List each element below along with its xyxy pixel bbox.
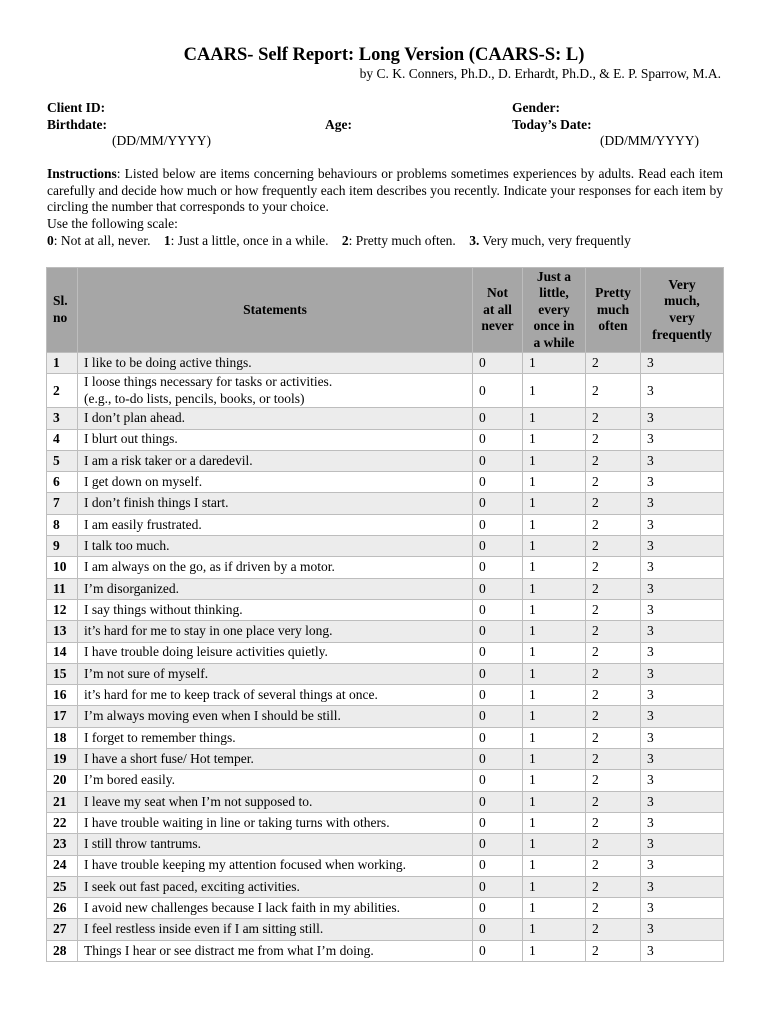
todays-date-format-hint: (DD/MM/YYYY): [600, 133, 699, 148]
table-row: [47, 727, 724, 748]
item-statement: I’m not sure of myself.: [78, 663, 473, 684]
item-number: 24: [47, 855, 78, 876]
table-row: [47, 940, 724, 961]
response-3[interactable]: 3: [641, 770, 724, 791]
response-1[interactable]: 1: [523, 834, 586, 855]
table-row: [47, 855, 724, 876]
response-3[interactable]: 3: [641, 940, 724, 961]
response-2[interactable]: 2: [586, 812, 641, 833]
item-statement: I talk too much.: [78, 536, 473, 557]
table-row: [47, 834, 724, 855]
authors-line: by C. K. Conners, Ph.D., D. Erhardt, Ph.D., & E. P. Sparrow, M.A.: [359, 66, 721, 81]
response-1[interactable]: 1: [523, 940, 586, 961]
table-row: [47, 536, 724, 557]
item-number: 11: [47, 578, 78, 599]
response-1[interactable]: 1: [523, 663, 586, 684]
response-2[interactable]: 2: [586, 536, 641, 557]
item-statement: I have trouble doing leisure activities quietly.: [78, 642, 473, 663]
table-row: [47, 514, 724, 535]
response-3[interactable]: 3: [641, 472, 724, 493]
response-2[interactable]: 2: [586, 749, 641, 770]
response-0[interactable]: 0: [473, 706, 523, 727]
item-statement: I have a short fuse/ Hot temper.: [78, 749, 473, 770]
response-3[interactable]: 3: [641, 557, 724, 578]
not-at-all-header: Not at all never: [473, 268, 523, 353]
table-row: [47, 429, 724, 450]
response-0[interactable]: 0: [473, 940, 523, 961]
response-2[interactable]: 2: [586, 374, 641, 408]
gender-label: Gender:: [512, 100, 560, 115]
response-0[interactable]: 0: [473, 599, 523, 620]
response-3[interactable]: 3: [641, 812, 724, 833]
response-3[interactable]: 3: [641, 374, 724, 408]
table-row: [47, 770, 724, 791]
response-3[interactable]: 3: [641, 834, 724, 855]
item-statement: I have trouble keeping my attention focused when working.: [78, 855, 473, 876]
scale-3-text: Very much, very frequently: [479, 233, 631, 248]
table-row: [47, 472, 724, 493]
response-0[interactable]: 0: [473, 727, 523, 748]
response-2[interactable]: 2: [586, 834, 641, 855]
response-3[interactable]: 3: [641, 749, 724, 770]
table-row: [47, 898, 724, 919]
response-3[interactable]: 3: [641, 919, 724, 940]
response-2[interactable]: 2: [586, 706, 641, 727]
table-row: [47, 408, 724, 429]
item-statement: I avoid new challenges because I lack faith in my abilities.: [78, 898, 473, 919]
response-1[interactable]: 1: [523, 855, 586, 876]
table-row: [47, 749, 724, 770]
table-row: [47, 642, 724, 663]
table-row: [47, 919, 724, 940]
table-row: [47, 663, 724, 684]
response-0[interactable]: 0: [473, 876, 523, 897]
response-0[interactable]: 0: [473, 812, 523, 833]
table-row: [47, 599, 724, 620]
scale-3-number: 3.: [469, 233, 480, 248]
table-row: [47, 557, 724, 578]
response-0[interactable]: 0: [473, 408, 523, 429]
item-number: 19: [47, 749, 78, 770]
item-statement: I seek out fast paced, exciting activities.: [78, 876, 473, 897]
response-3[interactable]: 3: [641, 514, 724, 535]
client-id-label: Client ID:: [47, 100, 106, 115]
response-1[interactable]: 1: [523, 353, 586, 374]
response-3[interactable]: 3: [641, 578, 724, 599]
response-1[interactable]: 1: [523, 599, 586, 620]
response-2[interactable]: 2: [586, 770, 641, 791]
item-number: 28: [47, 940, 78, 961]
item-statement: I am easily frustrated.: [78, 514, 473, 535]
response-3[interactable]: 3: [641, 599, 724, 620]
response-2[interactable]: 2: [586, 472, 641, 493]
item-statement: it’s hard for me to stay in one place very long.: [78, 621, 473, 642]
table-header-row: [47, 268, 724, 353]
response-0[interactable]: 0: [473, 557, 523, 578]
scale-0-text: : Not at all, never.: [53, 233, 151, 248]
response-3[interactable]: 3: [641, 898, 724, 919]
response-3[interactable]: 3: [641, 791, 724, 812]
response-2[interactable]: 2: [586, 557, 641, 578]
sl-no-header: Sl. no: [47, 268, 78, 353]
item-statement: I like to be doing active things.: [78, 353, 473, 374]
birthdate-format-hint: (DD/MM/YYYY): [112, 133, 211, 148]
item-statement: I feel restless inside even if I am sitting still.: [78, 919, 473, 940]
table-row: [47, 791, 724, 812]
item-number: 21: [47, 791, 78, 812]
response-0[interactable]: 0: [473, 749, 523, 770]
response-2[interactable]: 2: [586, 663, 641, 684]
response-2[interactable]: 2: [586, 898, 641, 919]
response-1[interactable]: 1: [523, 557, 586, 578]
response-2[interactable]: 2: [586, 791, 641, 812]
response-3[interactable]: 3: [641, 876, 724, 897]
response-2[interactable]: 2: [586, 876, 641, 897]
instructions-block: [47, 166, 723, 232]
item-number: 25: [47, 876, 78, 897]
very-much-header: Very much, very frequently: [641, 268, 724, 353]
response-2[interactable]: 2: [586, 578, 641, 599]
pretty-much-header: Pretty much often: [586, 268, 641, 353]
response-0[interactable]: 0: [473, 472, 523, 493]
item-number: 20: [47, 770, 78, 791]
item-number: 15: [47, 663, 78, 684]
item-statement: I don’t plan ahead.: [78, 408, 473, 429]
item-number: 10: [47, 557, 78, 578]
item-number: 9: [47, 536, 78, 557]
response-2[interactable]: 2: [586, 493, 641, 514]
scale-0-number: 0: [47, 233, 54, 248]
response-3[interactable]: 3: [641, 493, 724, 514]
item-statement: I leave my seat when I’m not supposed to.: [78, 791, 473, 812]
just-a-little-header: Just a little, every once in a while: [523, 268, 586, 353]
item-statement: I’m bored easily.: [78, 770, 473, 791]
response-1[interactable]: 1: [523, 749, 586, 770]
response-0[interactable]: 0: [473, 621, 523, 642]
response-3[interactable]: 3: [641, 855, 724, 876]
item-number: 6: [47, 472, 78, 493]
scale-2-number: 2: [341, 233, 349, 248]
response-0[interactable]: 0: [473, 578, 523, 599]
response-2[interactable]: 2: [586, 621, 641, 642]
response-1[interactable]: 1: [523, 727, 586, 748]
item-statement: I’m disorganized.: [78, 578, 473, 599]
response-2[interactable]: 2: [586, 940, 641, 961]
item-statement: I get down on myself.: [78, 472, 473, 493]
response-1[interactable]: 1: [523, 919, 586, 940]
response-1[interactable]: 1: [523, 472, 586, 493]
item-number: 22: [47, 812, 78, 833]
item-statement: I still throw tantrums.: [78, 834, 473, 855]
table-row: [47, 706, 724, 727]
item-number: 14: [47, 642, 78, 663]
response-0[interactable]: 0: [473, 353, 523, 374]
item-statement: Things I hear or see distract me from what I’m doing.: [78, 940, 473, 961]
table-row: [47, 812, 724, 833]
response-1[interactable]: 1: [523, 876, 586, 897]
scale-1-number: 1: [163, 233, 171, 248]
response-0[interactable]: 0: [473, 834, 523, 855]
item-number: 3: [47, 408, 78, 429]
item-statement: I don’t finish things I start.: [78, 493, 473, 514]
response-0[interactable]: 0: [473, 898, 523, 919]
item-number: 7: [47, 493, 78, 514]
item-number: 18: [47, 727, 78, 748]
response-0[interactable]: 0: [473, 642, 523, 663]
item-statement: I am a risk taker or a daredevil.: [78, 450, 473, 471]
item-number: 23: [47, 834, 78, 855]
response-3[interactable]: 3: [641, 353, 724, 374]
response-1[interactable]: 1: [523, 770, 586, 791]
item-number: 4: [47, 429, 78, 450]
response-3[interactable]: 3: [641, 621, 724, 642]
page-title: CAARS- Self Report: Long Version (CAARS-S: L): [183, 45, 585, 65]
response-3[interactable]: 3: [641, 685, 724, 706]
response-3[interactable]: 3: [641, 706, 724, 727]
age-label: Age:: [325, 117, 352, 132]
response-3[interactable]: 3: [641, 408, 724, 429]
response-1[interactable]: 1: [523, 536, 586, 557]
response-0[interactable]: 0: [473, 685, 523, 706]
response-1[interactable]: 1: [523, 621, 586, 642]
response-1[interactable]: 1: [523, 706, 586, 727]
response-3[interactable]: 3: [641, 663, 724, 684]
item-number: 26: [47, 898, 78, 919]
response-0[interactable]: 0: [473, 791, 523, 812]
response-3[interactable]: 3: [641, 450, 724, 471]
response-2[interactable]: 2: [586, 353, 641, 374]
response-1[interactable]: 1: [523, 408, 586, 429]
response-0[interactable]: 0: [473, 770, 523, 791]
questionnaire-table: [46, 267, 724, 962]
scale-legend: [47, 233, 631, 249]
instructions-label: Instructions: [47, 166, 117, 181]
response-1[interactable]: 1: [523, 514, 586, 535]
item-statement: I loose things necessary for tasks or activities. (e.g., to-do lists, pencils, books, or tools): [78, 374, 473, 408]
response-2[interactable]: 2: [586, 429, 641, 450]
response-2[interactable]: 2: [586, 727, 641, 748]
item-number: 17: [47, 706, 78, 727]
response-1[interactable]: 1: [523, 791, 586, 812]
response-2[interactable]: 2: [586, 450, 641, 471]
item-statement: I have trouble waiting in line or taking turns with others.: [78, 812, 473, 833]
response-0[interactable]: 0: [473, 493, 523, 514]
scale-1-text: : Just a little, once in a while.: [170, 233, 329, 248]
item-statement: I blurt out things.: [78, 429, 473, 450]
response-2[interactable]: 2: [586, 855, 641, 876]
item-number: 1: [47, 353, 78, 374]
instructions-text: : Listed below are items concerning behaviours or problems sometimes experiences by adults. Read each item carefully and decide how much or how frequently each item describes you recently. Indicate your responses for each item by circling the number that corresponds to your choice.: [47, 166, 723, 215]
response-2[interactable]: 2: [586, 599, 641, 620]
item-number: 5: [47, 450, 78, 471]
scale-intro: Use the following scale:: [47, 215, 178, 231]
table-row: [47, 450, 724, 471]
response-1[interactable]: 1: [523, 450, 586, 471]
response-3[interactable]: 3: [641, 429, 724, 450]
scale-2-text: : Pretty much often.: [348, 233, 456, 248]
table-row: [47, 621, 724, 642]
table-row: [47, 353, 724, 374]
response-1[interactable]: 1: [523, 493, 586, 514]
response-3[interactable]: 3: [641, 536, 724, 557]
response-1[interactable]: 1: [523, 812, 586, 833]
response-0[interactable]: 0: [473, 663, 523, 684]
item-statement: I’m always moving even when I should be still.: [78, 706, 473, 727]
item-number: 27: [47, 919, 78, 940]
response-1[interactable]: 1: [523, 898, 586, 919]
response-2[interactable]: 2: [586, 408, 641, 429]
item-number: 16: [47, 685, 78, 706]
response-0[interactable]: 0: [473, 536, 523, 557]
table-row: [47, 374, 724, 408]
response-3[interactable]: 3: [641, 727, 724, 748]
item-statement: I say things without thinking.: [78, 599, 473, 620]
item-number: 13: [47, 621, 78, 642]
todays-date-label: Today’s Date:: [512, 117, 592, 132]
response-0[interactable]: 0: [473, 919, 523, 940]
response-0[interactable]: 0: [473, 514, 523, 535]
response-2[interactable]: 2: [586, 919, 641, 940]
table-row: [47, 493, 724, 514]
response-1[interactable]: 1: [523, 685, 586, 706]
item-statement: I forget to remember things.: [78, 727, 473, 748]
response-1[interactable]: 1: [523, 429, 586, 450]
item-number: 2: [47, 374, 78, 408]
item-statement: I am always on the go, as if driven by a motor.: [78, 557, 473, 578]
response-1[interactable]: 1: [523, 578, 586, 599]
response-2[interactable]: 2: [586, 685, 641, 706]
table-row: [47, 685, 724, 706]
response-0[interactable]: 0: [473, 429, 523, 450]
response-2[interactable]: 2: [586, 642, 641, 663]
statements-header: Statements: [78, 268, 473, 353]
table-row: [47, 876, 724, 897]
item-statement: it’s hard for me to keep track of several things at once.: [78, 685, 473, 706]
response-0[interactable]: 0: [473, 374, 523, 408]
response-1[interactable]: 1: [523, 642, 586, 663]
response-0[interactable]: 0: [473, 450, 523, 471]
response-1[interactable]: 1: [523, 374, 586, 408]
response-2[interactable]: 2: [586, 514, 641, 535]
table-row: [47, 578, 724, 599]
birthdate-label: Birthdate:: [47, 117, 107, 132]
item-number: 8: [47, 514, 78, 535]
response-3[interactable]: 3: [641, 642, 724, 663]
response-0[interactable]: 0: [473, 855, 523, 876]
item-number: 12: [47, 599, 78, 620]
